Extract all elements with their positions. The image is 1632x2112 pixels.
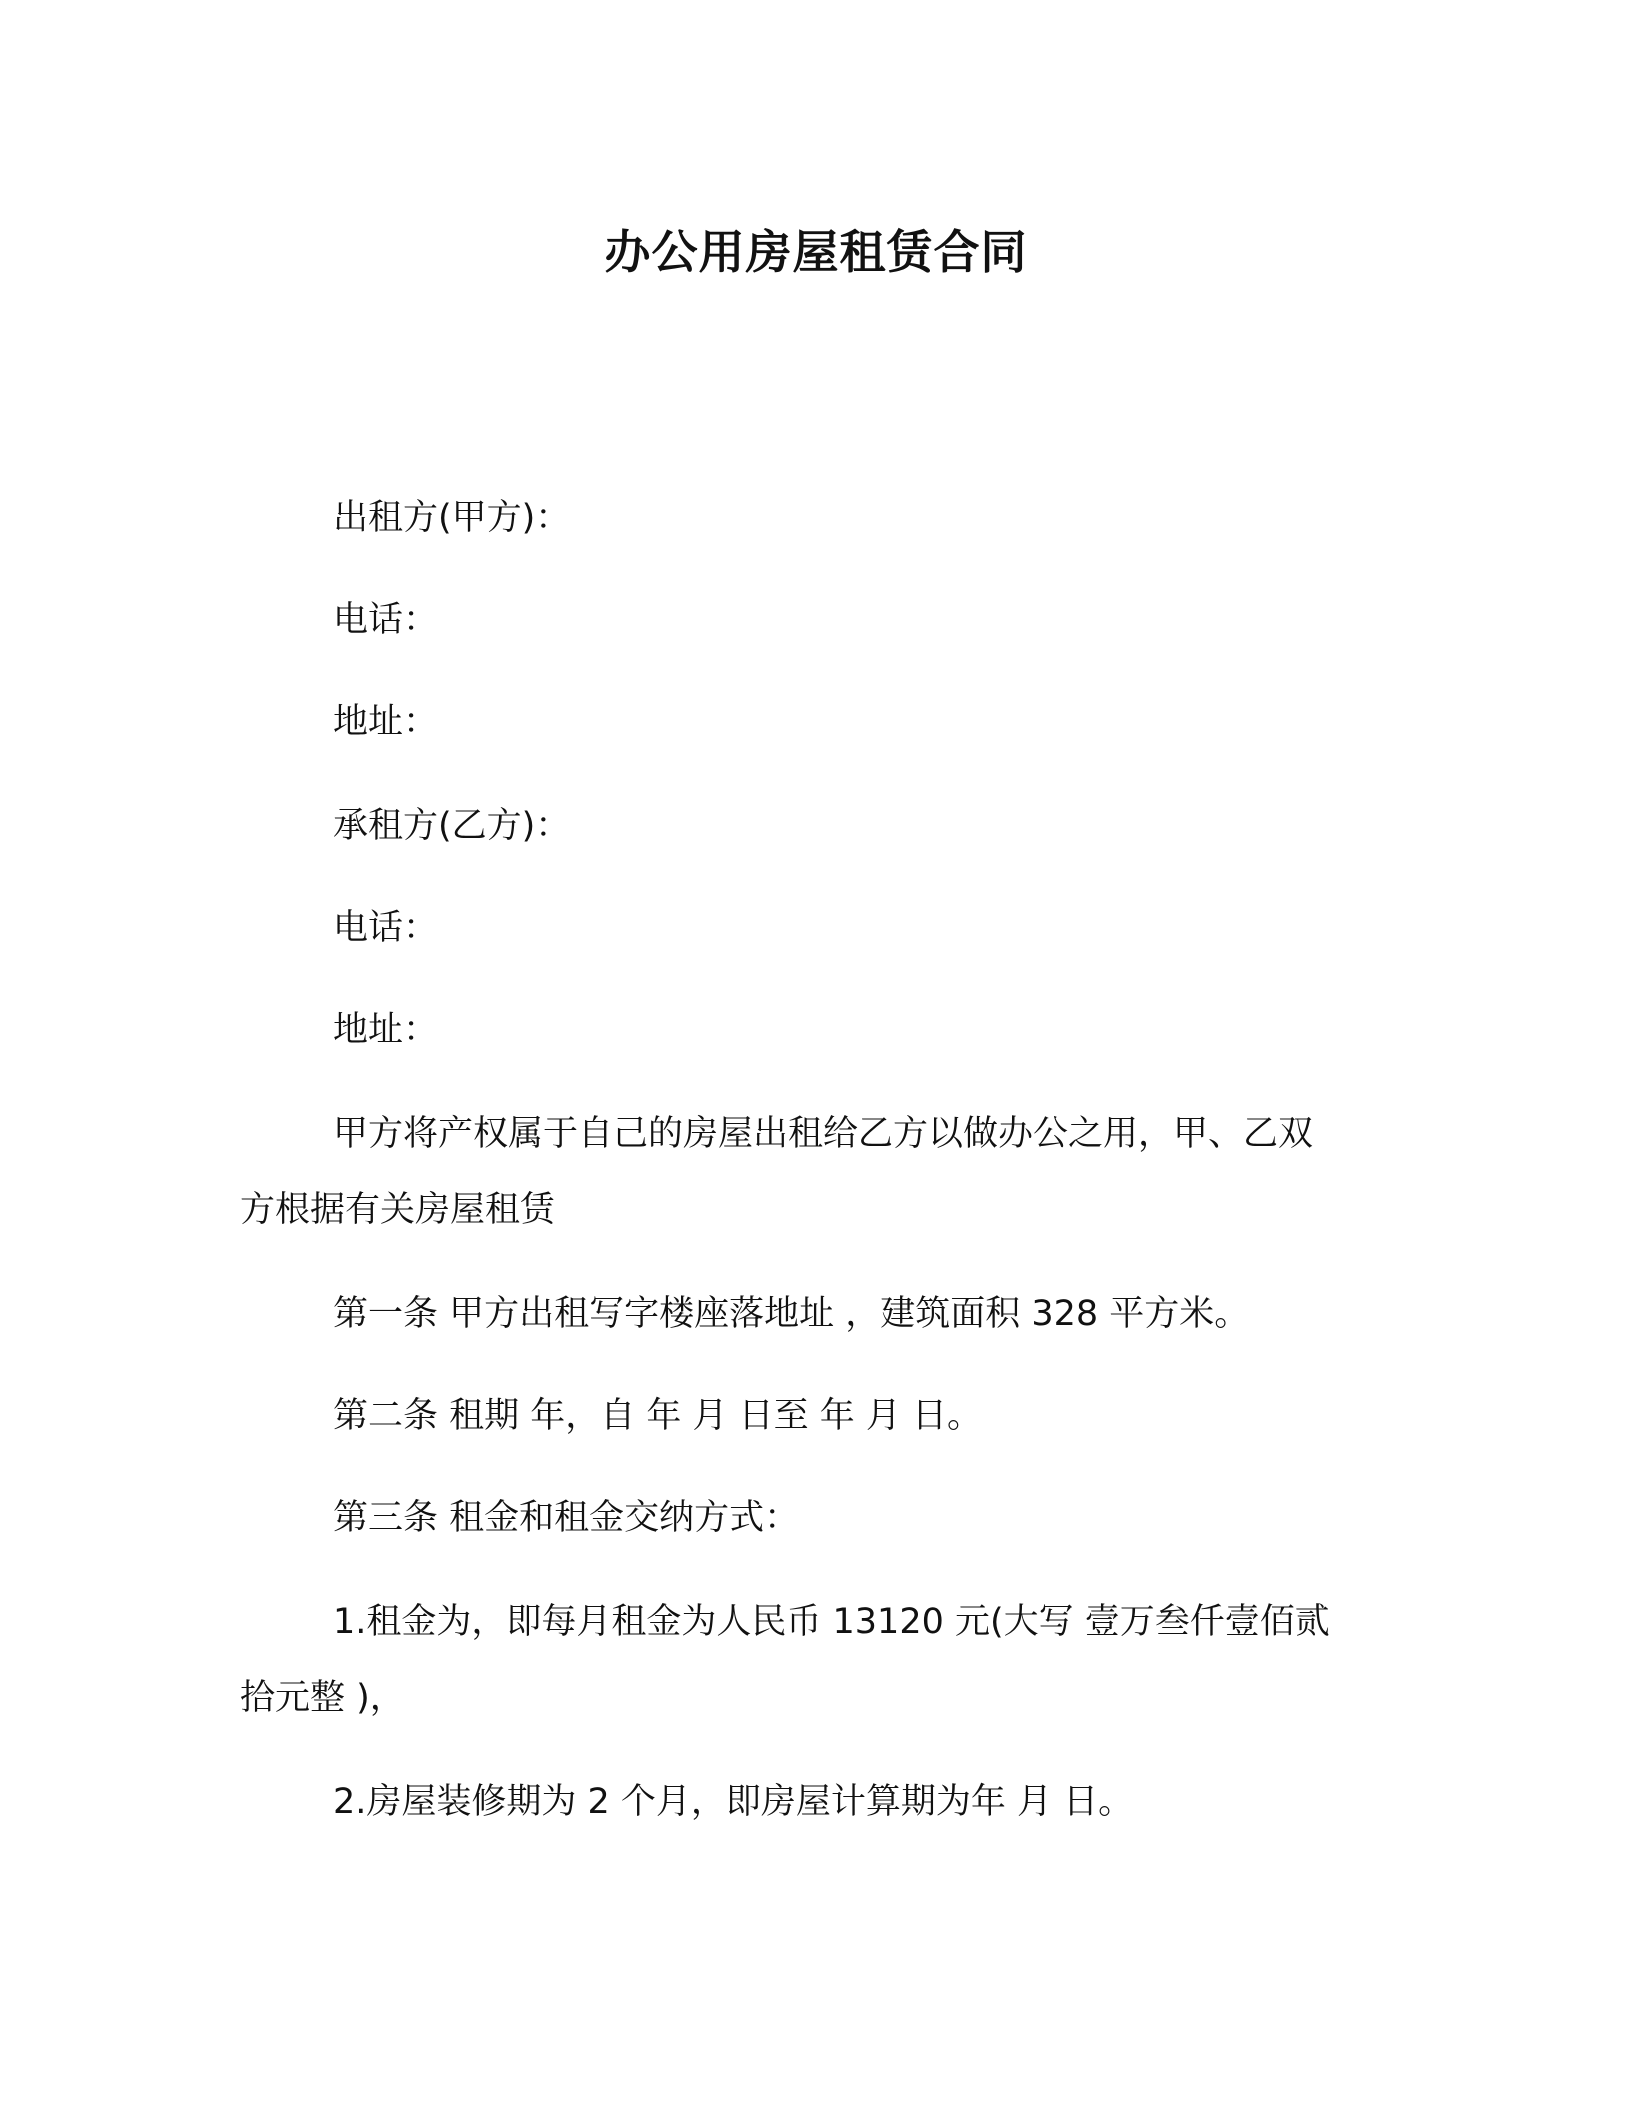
article-3: 第三条 租金和租金交纳方式：	[333, 1498, 800, 1538]
party-b-phone-label: 电话：	[333, 908, 439, 948]
clause-1-line-1: 1.租金为，即每月租金为人民币 13120 元(大写 壹万叁仟壹佰贰	[333, 1602, 1330, 1642]
lessor-label: 出租方(甲方)：	[333, 498, 571, 538]
party-a-address-label: 地址：	[333, 702, 439, 742]
article-2: 第二条 租期 年，自 年 月 日至 年 月 日。	[333, 1396, 983, 1436]
article-1: 第一条 甲方出租写字楼座落地址 ，建筑面积 328 平方米。	[333, 1294, 1250, 1334]
document-title: 办公用房屋租赁合同	[604, 225, 1028, 279]
lessee-label: 承租方(乙方)：	[333, 806, 571, 846]
clause-1-line-2: 拾元整 )，	[240, 1678, 405, 1718]
party-b-address-label: 地址：	[333, 1010, 439, 1050]
party-a-phone-label: 电话：	[333, 600, 439, 640]
clause-2: 2.房屋装修期为 2 个月，即房屋计算期为年 月 日。	[333, 1782, 1134, 1822]
intro-paragraph-line-2: 方根据有关房屋租赁	[240, 1190, 556, 1230]
intro-paragraph-line-1: 甲方将产权属于自己的房屋出租给乙方以做办公之用，甲、乙双	[333, 1114, 1314, 1154]
